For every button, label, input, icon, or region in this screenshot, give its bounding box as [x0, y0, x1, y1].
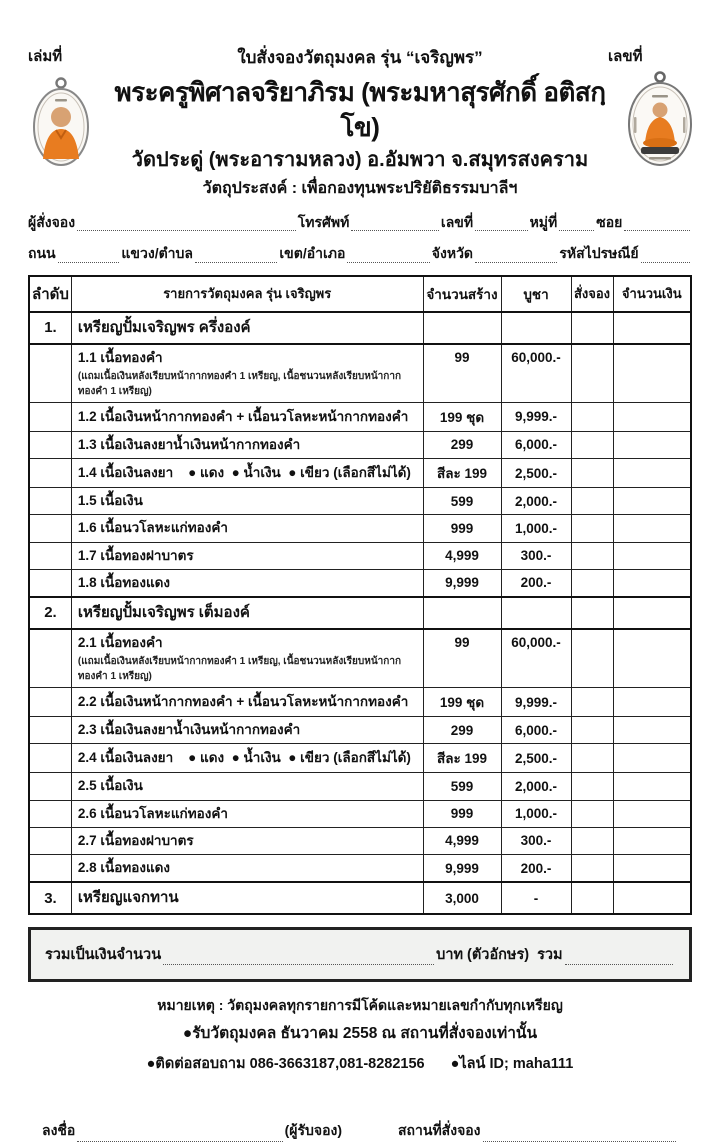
temple-line: วัดประดู่ (พระอารามหลวง) อ.อัมพวา จ.สมุทรสงคราม	[131, 149, 589, 172]
order-input-cell[interactable]	[571, 882, 613, 914]
quantity-cell	[423, 312, 501, 344]
price-cell: 9,999.-	[501, 688, 571, 717]
table-row	[29, 515, 691, 542]
order-input-cell[interactable]	[571, 488, 613, 515]
item-label-cell	[71, 312, 423, 344]
order-input-cell[interactable]	[571, 800, 613, 827]
amount-input-cell[interactable]	[613, 402, 691, 431]
table-header-row	[29, 276, 691, 312]
item-label-cell	[71, 569, 423, 597]
order-table-body	[29, 312, 691, 914]
item-label: 1.4 เนื้อเงินลงยา ● แดง ● น้ำเงิน ● เขียว (เลือกสีไม่ได้)	[77, 464, 411, 480]
row-number-cell: 3.	[29, 882, 71, 914]
order-input-cell[interactable]	[571, 312, 613, 344]
row-number-cell	[29, 717, 71, 744]
order-input-cell[interactable]	[571, 629, 613, 688]
soi-input-line[interactable]	[624, 216, 690, 231]
header-item: รายการวัตถุมงคล รุ่น เจริญพร	[71, 276, 423, 312]
item-label: 2.8 เนื้อทองแดง	[77, 860, 171, 876]
table-row	[29, 312, 691, 344]
price-cell: 6,000.-	[501, 431, 571, 458]
amount-input-cell[interactable]	[613, 488, 691, 515]
amount-input-cell[interactable]	[613, 515, 691, 542]
item-label: 1.7 เนื้อทองฝาบาตร	[77, 547, 194, 563]
row-number-cell: 2.	[29, 597, 71, 629]
item-label: 2.1 เนื้อทองคำ	[77, 634, 163, 650]
monk-portrait-medallion-icon	[30, 75, 92, 174]
item-label-cell	[71, 688, 423, 717]
item-label: เหรียญปั้มเจริญพร เต็มองค์	[77, 604, 250, 622]
amount-input-cell[interactable]	[613, 744, 691, 773]
order-input-cell[interactable]	[571, 431, 613, 458]
price-cell: 2,500.-	[501, 459, 571, 488]
order-input-cell[interactable]	[571, 744, 613, 773]
amount-input-cell[interactable]	[613, 688, 691, 717]
pickup-line: ●รับวัตถุมงคล ธันวาคม 2558 ณ สถานที่สั่งจองเท่านั้น	[182, 1025, 538, 1043]
quantity-cell: 9,999	[423, 855, 501, 883]
phone-label: โทรศัพท์	[297, 213, 350, 230]
row-number-cell: 1.	[29, 312, 71, 344]
amount-input-cell[interactable]	[613, 717, 691, 744]
item-label: 1.5 เนื้อเงิน	[77, 493, 143, 509]
number-label: เลขที่	[608, 48, 643, 65]
row-number-cell	[29, 459, 71, 488]
sign-label: ลงชื่อ	[42, 1122, 76, 1139]
price-cell: 200.-	[501, 569, 571, 597]
form-title: ใบสั่งจองวัตถุมงคล รุ่น “เจริญพร”	[237, 48, 483, 67]
book-no-label: เล่มที่	[28, 48, 63, 65]
row-number-cell	[29, 569, 71, 597]
receiver-label: (ผู้รับจอง)	[284, 1122, 342, 1139]
item-label-cell	[71, 800, 423, 827]
price-cell: -	[501, 882, 571, 914]
quantity-cell: 199 ชุด	[423, 688, 501, 717]
amount-input-cell[interactable]	[613, 855, 691, 883]
header-meta-row	[28, 44, 692, 71]
amount-input-cell[interactable]	[613, 773, 691, 800]
order-input-cell[interactable]	[571, 344, 613, 403]
item-label: 2.2 เนื้อเงินหน้ากากทองคำ + เนื้อนวโลหะหน้ากากทองคำ	[77, 693, 409, 709]
contact-line	[28, 1053, 692, 1076]
row-number-cell	[29, 800, 71, 827]
subdistrict-label: แขวง/ตำบล	[121, 245, 194, 262]
price-cell: 300.-	[501, 827, 571, 854]
price-cell: 60,000.-	[501, 629, 571, 688]
district-label: เขต/อำเภอ	[279, 245, 346, 262]
quantity-cell: 999	[423, 800, 501, 827]
row-number-cell	[29, 431, 71, 458]
moo-input-line[interactable]	[559, 216, 594, 231]
soi-label: ซอย	[596, 213, 623, 230]
item-label-cell	[71, 344, 423, 403]
quantity-cell: 4,999	[423, 542, 501, 569]
table-row	[29, 744, 691, 773]
table-row	[29, 597, 691, 629]
notes	[28, 994, 692, 1076]
table-row	[29, 629, 691, 688]
item-label: 2.4 เนื้อเงินลงยา ● แดง ● น้ำเงิน ● เขียว (เลือกสีไม่ได้)	[77, 750, 411, 766]
order-input-cell[interactable]	[571, 569, 613, 597]
order-input-cell[interactable]	[571, 855, 613, 883]
table-row	[29, 882, 691, 914]
header-index: ลำดับ	[29, 276, 71, 312]
house-no-label: เลขที่	[440, 213, 474, 230]
item-label: 1.2 เนื้อเงินหน้ากากทองคำ + เนื้อนวโลหะหน้ากากทองคำ	[77, 408, 409, 424]
order-input-cell[interactable]	[571, 773, 613, 800]
item-label: 1.3 เนื้อเงินลงยาน้ำเงินหน้ากากทองคำ	[77, 436, 301, 452]
item-label-cell	[71, 597, 423, 629]
postcode-label: รหัสไปรษณีย์	[559, 245, 639, 262]
price-cell	[501, 597, 571, 629]
order-table	[28, 275, 692, 915]
province-label: จังหวัด	[431, 245, 474, 262]
total-box	[28, 927, 692, 982]
item-label-cell	[71, 515, 423, 542]
table-row	[29, 717, 691, 744]
item-label-cell	[71, 629, 423, 688]
price-cell: 2,000.-	[501, 488, 571, 515]
total-input-line[interactable]	[565, 950, 673, 965]
item-label-cell	[71, 542, 423, 569]
price-cell: 300.-	[501, 542, 571, 569]
price-cell: 9,999.-	[501, 402, 571, 431]
orderer-line-1	[28, 214, 692, 232]
total-amount-input-line[interactable]	[163, 950, 434, 965]
header	[28, 75, 692, 200]
row-number-cell	[29, 773, 71, 800]
amount-input-cell[interactable]	[613, 882, 691, 914]
header-quantity: จำนวนสร้าง	[423, 276, 501, 312]
item-label: 1.8 เนื้อทองแดง	[77, 574, 171, 590]
contact-phones: ●ติดต่อสอบถาม 086-3663187,081-8282156	[146, 1056, 425, 1073]
remark-line: หมายเหตุ : วัตถุมงคลทุกรายการมีโค้ดและหมายเลขกำกับทุกเหรียญ	[157, 996, 563, 1013]
header-amount: จำนวนเงิน	[613, 276, 691, 312]
table-row	[29, 569, 691, 597]
total-amount-label: รวมเป็นเงินจำนวน	[45, 947, 162, 964]
signature-row	[28, 1120, 692, 1142]
item-label-cell	[71, 827, 423, 854]
amount-input-cell[interactable]	[613, 800, 691, 827]
house-no-input-line[interactable]	[475, 216, 528, 231]
baht-words-label: บาท (ตัวอักษร)	[436, 947, 530, 964]
amount-input-cell[interactable]	[613, 629, 691, 688]
road-input-line[interactable]	[58, 248, 120, 263]
row-number-cell	[29, 402, 71, 431]
price-cell: 2,000.-	[501, 773, 571, 800]
row-number-cell	[29, 827, 71, 854]
order-input-cell[interactable]	[571, 717, 613, 744]
quantity-cell: 999	[423, 515, 501, 542]
quantity-cell: สีละ 199	[423, 459, 501, 488]
table-row	[29, 431, 691, 458]
item-label-cell	[71, 882, 423, 914]
row-number-cell	[29, 629, 71, 688]
total-label: รวม	[537, 947, 563, 964]
amount-input-cell[interactable]	[613, 344, 691, 403]
item-label: 2.7 เนื้อทองฝาบาตร	[77, 832, 194, 848]
price-cell: 6,000.-	[501, 717, 571, 744]
orderer-label: ผู้สั่งจอง	[28, 213, 76, 230]
item-label-cell	[71, 488, 423, 515]
row-number-cell	[29, 344, 71, 403]
header-order: สั่งจอง	[571, 276, 613, 312]
header-price: บูชา	[501, 276, 571, 312]
order-place-label: สถานที่สั่งจอง	[398, 1122, 481, 1139]
price-cell: 60,000.-	[501, 344, 571, 403]
order-input-cell[interactable]	[571, 459, 613, 488]
item-label-cell	[71, 773, 423, 800]
price-cell	[501, 312, 571, 344]
table-row	[29, 344, 691, 403]
item-label: เหรียญแจกทาน	[77, 889, 179, 907]
table-row	[29, 542, 691, 569]
quantity-cell: 599	[423, 488, 501, 515]
amount-input-cell[interactable]	[613, 459, 691, 488]
order-input-cell[interactable]	[571, 542, 613, 569]
row-number-cell	[29, 744, 71, 773]
item-label: เหรียญปั้มเจริญพร ครึ่งองค์	[77, 318, 251, 336]
road-label: ถนน	[28, 245, 56, 262]
quantity-cell: 599	[423, 773, 501, 800]
district-input-line[interactable]	[347, 248, 429, 263]
table-row	[29, 488, 691, 515]
order-input-cell[interactable]	[571, 827, 613, 854]
price-cell: 2,500.-	[501, 744, 571, 773]
amount-input-cell[interactable]	[613, 542, 691, 569]
item-label: 2.6 เนื้อนวโลหะแก่ทองคำ	[77, 805, 228, 821]
quantity-cell: 99	[423, 629, 501, 688]
item-label-cell	[71, 744, 423, 773]
amount-input-cell[interactable]	[613, 431, 691, 458]
item-label: 1.6 เนื้อนวโลหะแก่ทองคำ	[77, 520, 228, 536]
item-label: 2.3 เนื้อเงินลงยาน้ำเงินหน้ากากทองคำ	[77, 722, 301, 738]
row-number-cell	[29, 488, 71, 515]
price-cell: 1,000.-	[501, 515, 571, 542]
quantity-cell: 99	[423, 344, 501, 403]
table-row	[29, 855, 691, 883]
table-row	[29, 459, 691, 488]
amount-input-cell[interactable]	[613, 312, 691, 344]
row-number-cell	[29, 688, 71, 717]
orderer-line-2	[28, 245, 692, 263]
purpose-line: วัตถุประสงค์ : เพื่อกองทุนพระปริยัติธรรมบาลีฯ	[202, 180, 518, 198]
orderer-input-line[interactable]	[77, 216, 296, 231]
quantity-cell: 3,000	[423, 882, 501, 914]
order-input-cell[interactable]	[571, 402, 613, 431]
amount-input-cell[interactable]	[613, 597, 691, 629]
item-label-cell	[71, 402, 423, 431]
item-label-cell	[71, 431, 423, 458]
quantity-cell: 299	[423, 431, 501, 458]
postcode-input-line[interactable]	[641, 248, 690, 263]
quantity-cell: 4,999	[423, 827, 501, 854]
item-note: (แถมเนื้อเงินหลังเรียบหน้ากากทองคำ 1 เหรียญ, เนื้อชนวนหลังเรียบหน้ากากทองคำ 1 เหรียญ)	[77, 370, 401, 397]
item-label-cell	[71, 459, 423, 488]
amount-input-cell[interactable]	[613, 569, 691, 597]
quantity-cell: 199 ชุด	[423, 402, 501, 431]
quantity-cell: 299	[423, 717, 501, 744]
table-row	[29, 773, 691, 800]
price-cell: 200.-	[501, 855, 571, 883]
table-row	[29, 688, 691, 717]
seated-monk-medallion-icon	[624, 69, 696, 174]
amount-input-cell[interactable]	[613, 827, 691, 854]
order-place-input-line[interactable]	[483, 1127, 676, 1142]
order-input-cell[interactable]	[571, 515, 613, 542]
phone-input-line[interactable]	[351, 216, 439, 231]
row-number-cell	[29, 542, 71, 569]
line-id: ●ไลน์ ID; maha111	[450, 1056, 574, 1073]
order-input-cell[interactable]	[571, 597, 613, 629]
table-row	[29, 402, 691, 431]
item-note: (แถมเนื้อเงินหลังเรียบหน้ากากทองคำ 1 เหรียญ, เนื้อชนวนหลังเรียบหน้ากากทองคำ 1 เหรียญ)	[77, 656, 401, 683]
moo-label: หมู่ที่	[529, 213, 558, 230]
item-label: 2.5 เนื้อเงิน	[77, 778, 143, 794]
row-number-cell	[29, 855, 71, 883]
quantity-cell	[423, 597, 501, 629]
order-input-cell[interactable]	[571, 688, 613, 717]
subdistrict-input-line[interactable]	[195, 248, 277, 263]
quantity-cell: สีละ 199	[423, 744, 501, 773]
row-number-cell	[29, 515, 71, 542]
quantity-cell: 9,999	[423, 569, 501, 597]
table-row	[29, 800, 691, 827]
province-input-line[interactable]	[475, 248, 557, 263]
item-label-cell	[71, 717, 423, 744]
price-cell: 1,000.-	[501, 800, 571, 827]
item-label: 1.1 เนื้อทองคำ	[77, 349, 163, 365]
main-title: พระครูพิศาลจริยาภิรม (พระมหาสุรศักดิ์ อติสกฺโข)	[114, 77, 606, 143]
signature-input-line[interactable]	[77, 1127, 282, 1142]
table-row	[29, 827, 691, 854]
item-label-cell	[71, 855, 423, 883]
